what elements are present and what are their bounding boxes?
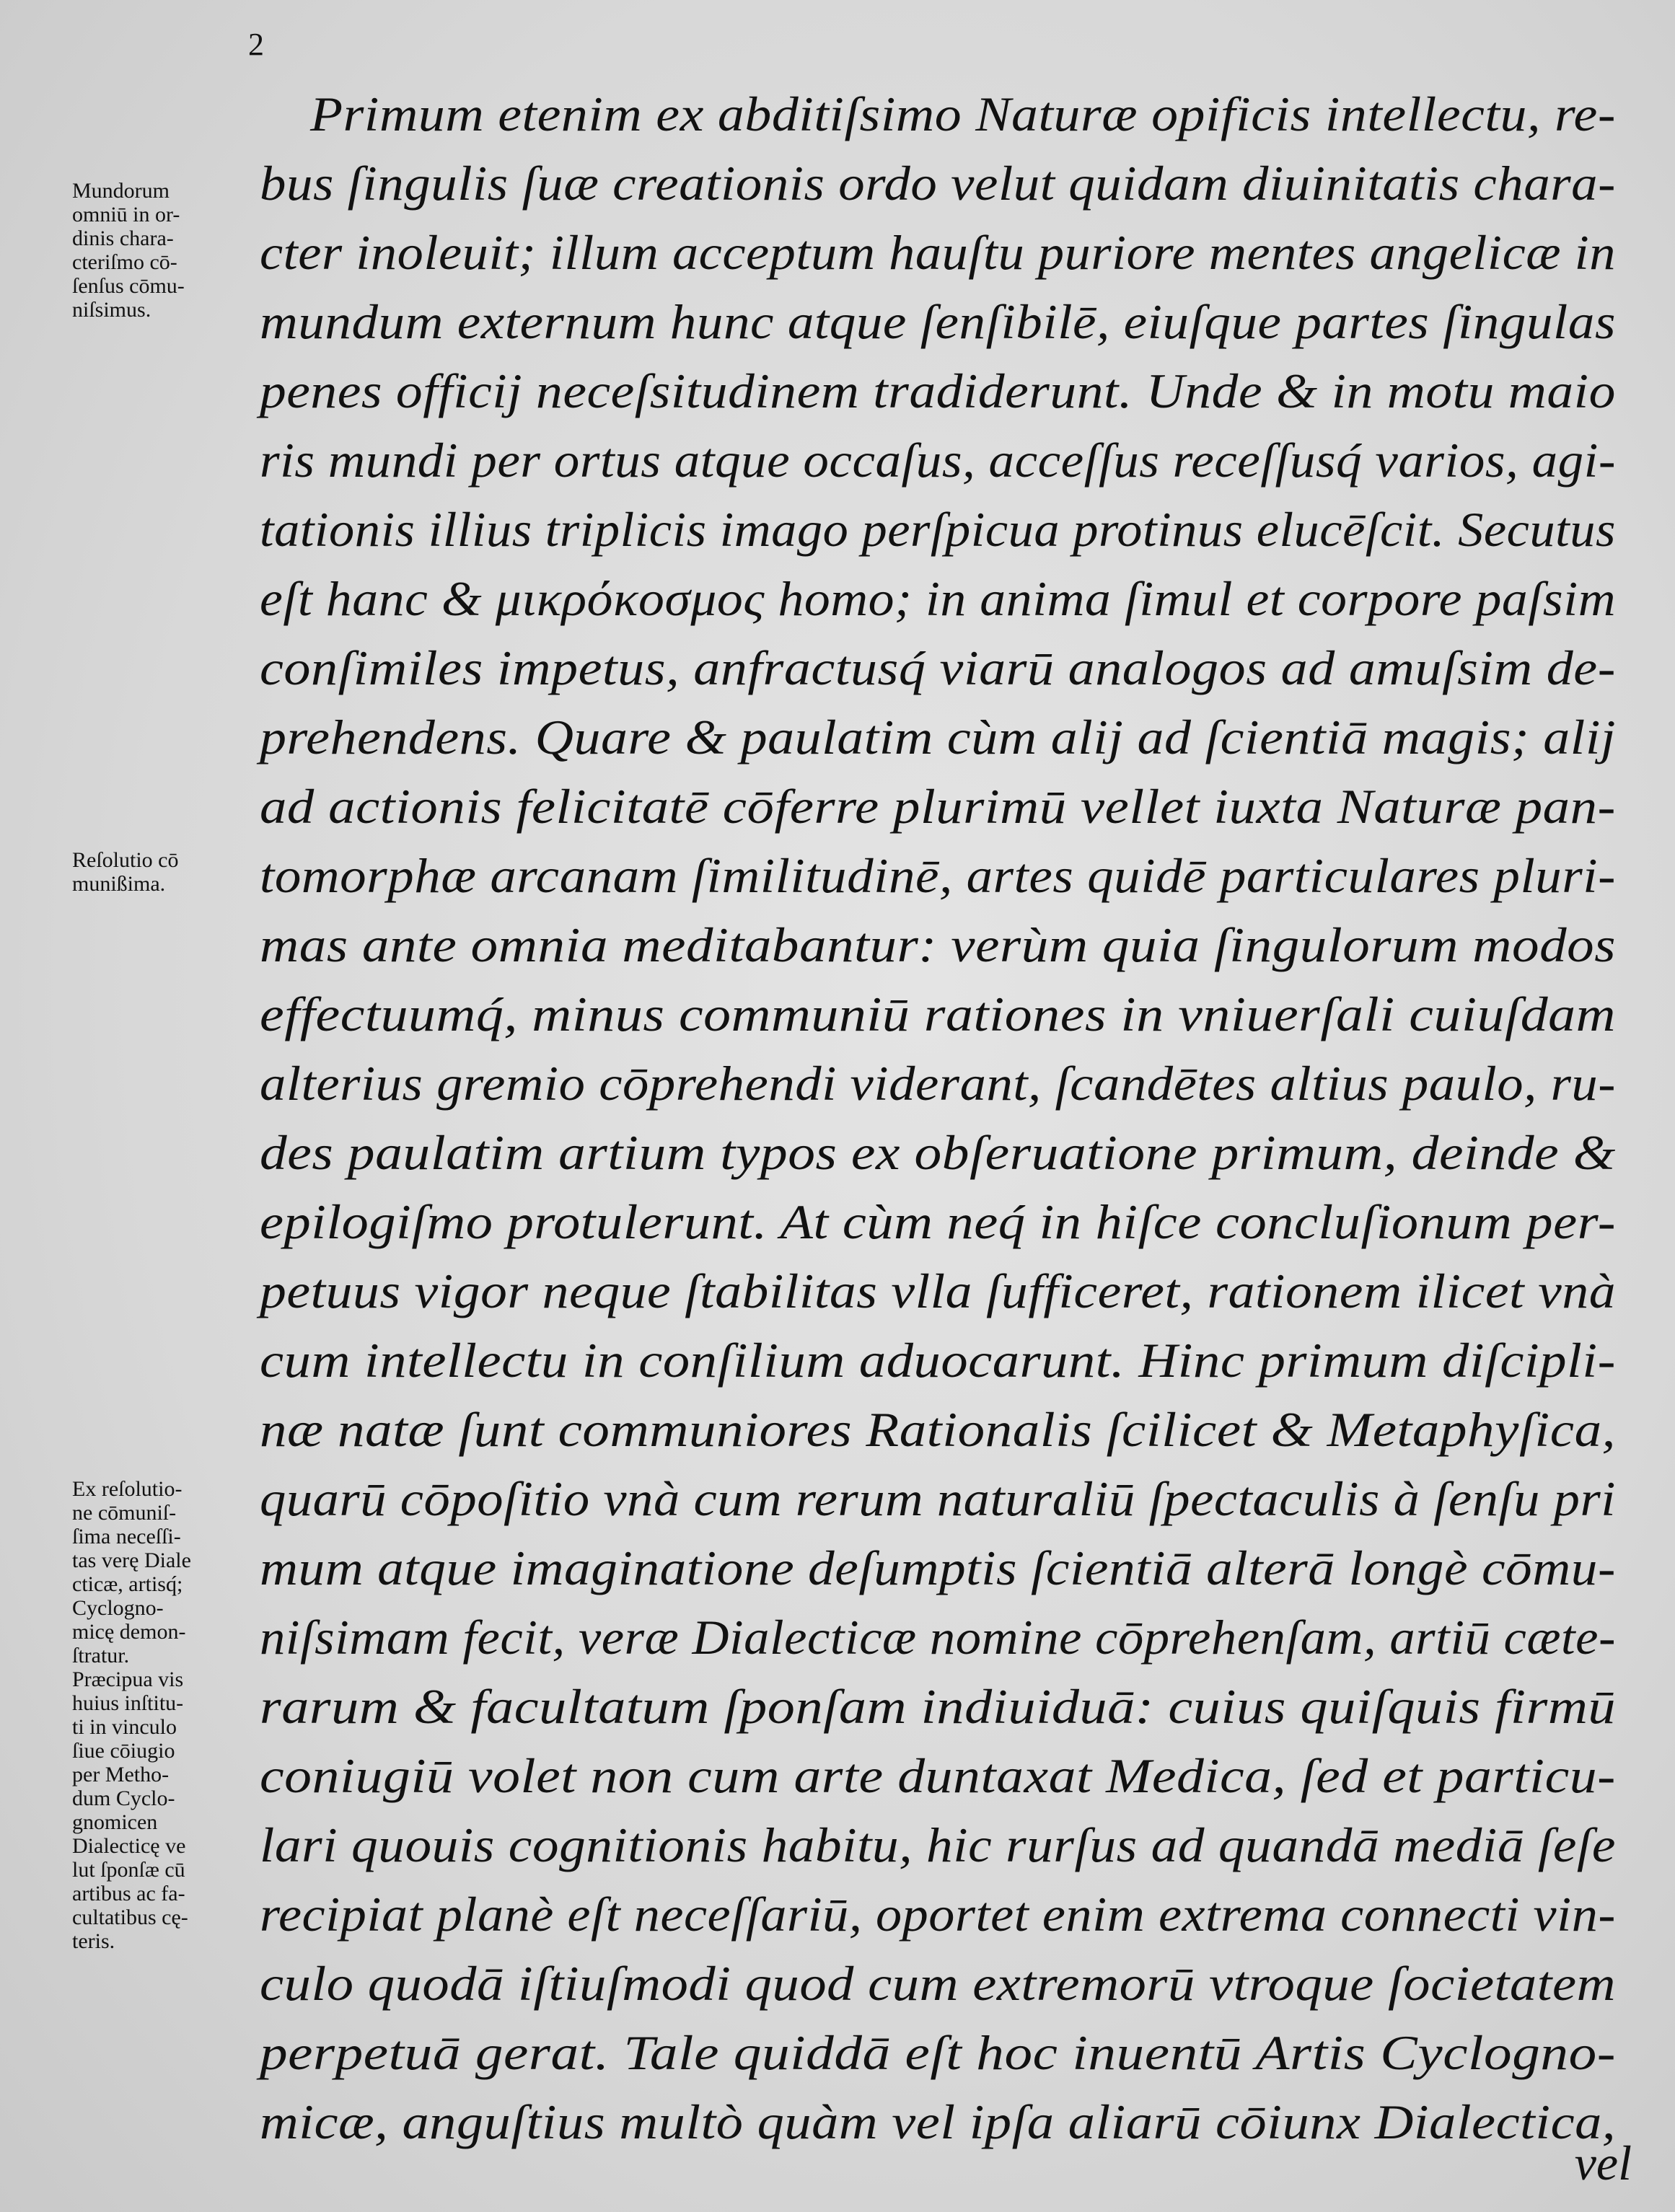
margin-note-line: ſtratur. (72, 1644, 130, 1667)
margin-note-line: cticæ, artisq́; (72, 1572, 183, 1596)
margin-note-line: dum Cyclo- (72, 1786, 175, 1810)
text-line: culo quodā iſtiuſmodi quod cum extremorū vtroque ſocietatem (260, 1956, 1617, 2011)
text-line: conſimiles impetus, anfractusq́ viarū analogos ad amuſsim de- (260, 640, 1616, 695)
text-line: lari quouis cognitionis habitu, hic rurſus ad quandā mediā ſeſe (260, 1817, 1616, 1872)
text-line: penes officij neceſsitudinem tradiderunt. Unde & in motu maio (260, 363, 1616, 418)
margin-note-line: Reſolutio cō (72, 848, 179, 872)
main-text-block (260, 79, 1630, 2156)
margin-note-line: gnomicen (72, 1810, 158, 1834)
text-line: mundum externum hunc atque ſenſibilē, eiuſque partes ſingulas (260, 294, 1616, 349)
margin-note-line: per Metho- (72, 1763, 170, 1786)
text-line: Primum etenim ex abditiſsimo Naturæ opificis intellectu, re- (310, 87, 1617, 141)
margin-note-line: niſsimus. (72, 298, 151, 322)
page-number: 2 (248, 27, 264, 62)
text-line: cum intellectu in conſilium aduocarunt. Hinc primum diſcipli- (260, 1333, 1616, 1388)
margin-note (72, 179, 238, 322)
text-line: des paulatim artium typos ex obſeruatione primum, deinde & (260, 1125, 1616, 1180)
text-line: epilogiſmo protulerunt. At cùm neq́ in hiſce concluſionum per- (260, 1194, 1617, 1249)
margin-note-line: teris. (72, 1929, 115, 1953)
text-line: tationis illius triplicis imago perſpicua protinus elucēſcit. Secutus (260, 502, 1616, 557)
text-line: ris mundi per ortus atque occaſus, acceſſus receſſusq́ varios, agi- (260, 433, 1617, 488)
text-line: rarum & facultatum ſponſam indiuiduā: cuius quiſquis firmū (260, 1679, 1617, 1734)
text-line: effectuumq́, minus communiū rationes in vniuerſali cuiuſdam (260, 987, 1617, 1041)
margin-note-line: artibus ac fa- (72, 1882, 185, 1905)
margin-note-line: cteriſmo cō- (72, 250, 177, 274)
margin-note (72, 1477, 238, 1953)
margin-note-line: ſiue cōiugio (72, 1739, 175, 1763)
text-line: recipiat planè eſt neceſſariū, oportet enim extrema connecti vin- (260, 1887, 1616, 1942)
text-line: eſt hanc & μικρόκοσμος homo; in anima ſimul et corpore paſsim (260, 571, 1617, 626)
margin-note-line: munißima. (72, 872, 166, 896)
text-line: mas ante omnia meditabantur: verùm quia ſingulorum modos (260, 917, 1617, 972)
text-line: cter inoleuit; illum acceptum hauſtu puriore mentes angelicæ in (260, 225, 1617, 280)
catchword: vel (1574, 2136, 1632, 2190)
margin-note-line: Mundorum (72, 179, 170, 203)
text-line: micæ, anguſtius multò quàm vel ipſa aliarū cōiunx Dialectica, (260, 2094, 1617, 2149)
margin-note (72, 848, 238, 896)
margin-note-line: ſenſus cōmu- (72, 274, 185, 298)
margin-note-line: Præcipua vis (72, 1667, 184, 1691)
text-line: ad actionis felicitatē cōferre plurimū vellet iuxta Naturæ pan- (260, 779, 1616, 834)
margin-note-line: lut ſponſæ cū (72, 1858, 185, 1882)
text-line: quarū cōpoſitio vnà cum rerum naturaliū ſpectaculis à ſenſu pri (260, 1471, 1616, 1526)
text-line: tomorphæ arcanam ſimilitudinē, artes quidē particulares pluri- (260, 848, 1617, 903)
text-line: perpetuā gerat. Tale quiddā eſt hoc inuentū Artis Cyclogno- (260, 2025, 1617, 2080)
text-line: petuus vigor neque ſtabilitas vlla ſufficeret, rationem ilicet vnà (260, 1264, 1617, 1318)
text-line: niſsimam fecit, veræ Dialecticæ nomine cōprehenſam, artiū cæte- (260, 1610, 1617, 1665)
margin-note-line: huius inſtitu- (72, 1691, 184, 1715)
margin-note-line: tas verę Diale (72, 1548, 191, 1572)
margin-note-line: ſima neceſſi- (72, 1525, 181, 1548)
margin-note-line: Cyclogno- (72, 1596, 164, 1620)
margin-note-line: omniū in or- (72, 203, 180, 226)
text-line: bus ſingulis ſuæ creationis ordo velut quidam diuinitatis chara- (260, 156, 1616, 211)
margin-note-line: micę demon- (72, 1620, 186, 1644)
margin-note-line: Dialecticę ve (72, 1834, 186, 1858)
margin-note-line: ne cōmuniſ- (72, 1501, 177, 1525)
margin-note-line: dinis chara- (72, 226, 174, 250)
text-line: mum atque imaginatione deſumptis ſcientiā alterā longè cōmu- (260, 1541, 1616, 1595)
text-line: næ natæ ſunt communiores Rationalis ſcilicet & Metaphyſica, (260, 1402, 1616, 1457)
text-line: prehendens. Quare & paulatim cùm alij ad ſcientiā magis; alij (260, 710, 1616, 764)
margin-note-line: ti in vinculo (72, 1715, 177, 1739)
margin-note-line: Ex reſolutio- (72, 1477, 183, 1501)
text-line: coniugiū volet non cum arte duntaxat Medica, ſed et particu- (260, 1748, 1616, 1803)
margin-note-line: cultatibus cę- (72, 1905, 188, 1929)
text-line: alterius gremio cōprehendi viderant, ſcandētes altius paulo, ru- (260, 1056, 1617, 1111)
